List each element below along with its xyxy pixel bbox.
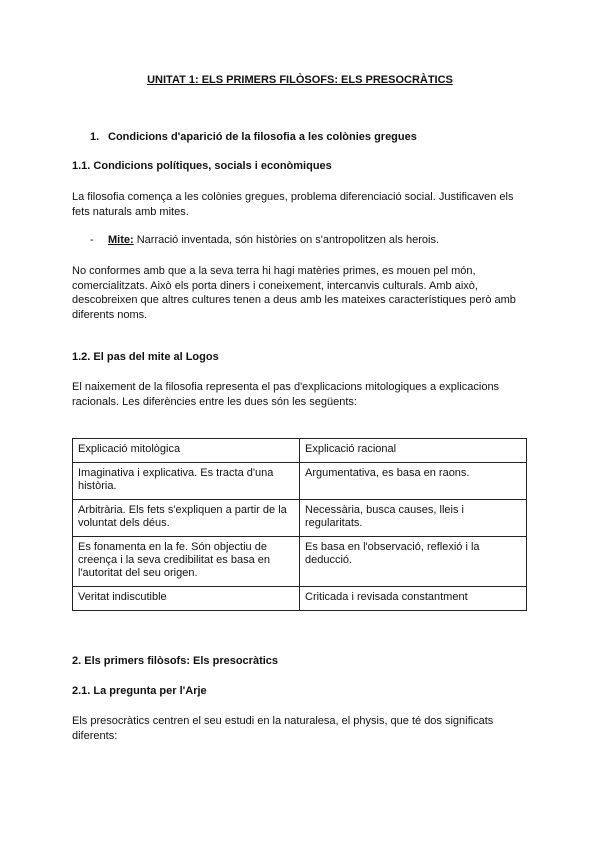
table-cell: Veritat indiscutible	[73, 587, 300, 611]
section-2-heading: 2. Els primers filòsofs: Els presocràtics	[72, 655, 279, 667]
text-line: racionals. Les diferències entre les dues són les següents:	[72, 395, 357, 408]
table-row	[73, 537, 527, 587]
text-line: diferents:	[72, 729, 118, 742]
comparison-table	[72, 438, 527, 611]
table-cell: Arbitrària. Els fets s'expliquen a partir de la voluntat dels déus.	[73, 500, 300, 537]
table-row	[73, 463, 527, 500]
table-cell: Argumentativa, es basa en raons.	[300, 463, 527, 500]
bullet-definition: Narració inventada, són històries on s'antropolitzen als herois.	[133, 234, 440, 246]
bullet-item-mite	[108, 234, 538, 246]
paragraph-1-1-commerce	[72, 264, 532, 322]
subsection-1-2-heading: 1.2. El pas del mite al Logos	[72, 351, 219, 363]
text-line: La filosofia comença a les colònies gregues, problema diferenciació social. Justificaven els	[72, 191, 514, 203]
table-cell: Necessària, busca causes, lleis i regularitats.	[300, 500, 527, 537]
table-row	[73, 500, 527, 537]
text-line: El naixement de la filosofia representa el pas d'explicacions mitologiques a explicacions	[72, 381, 500, 393]
subsection-1-1-heading: 1.1. Condicions polítiques, socials i econòmiques	[72, 160, 332, 172]
document-title: UNITAT 1: ELS PRIMERS FILÒSOFS: ELS PRESOCRÀTICS	[147, 74, 453, 86]
bullet-dash: -	[90, 234, 94, 246]
paragraph-1-1-intro	[72, 190, 532, 219]
table-row	[73, 587, 527, 611]
table-header-cell: Explicació racional	[300, 439, 527, 463]
table-cell: Criticada i revisada constantment	[300, 587, 527, 611]
text-line: diferents noms.	[72, 308, 148, 321]
text-line: Els presocràtics centren el seu estudi en la naturalesa, el physis, que té dos significats	[72, 715, 494, 727]
bullet-term: Mite:	[108, 234, 134, 246]
table-cell: Es basa en l'observació, reflexió i la deducció.	[300, 537, 527, 587]
text-line: comercialitzats. Això els porta diners i coneixement, intercanvis culturals. Amb això,	[72, 279, 478, 292]
text-line: No conformes amb que a la seva terra hi hagi matèries primes, es mouen pel món,	[72, 265, 476, 277]
table-cell: Es fonamenta en la fe. Són objectiu de creença i la seva credibilitat es basa en l'autoritat del seu origen.	[73, 537, 300, 587]
table-header-row	[73, 439, 527, 463]
subsection-2-1-heading: 2.1. La pregunta per l'Arje	[72, 685, 207, 697]
paragraph-1-2-intro	[72, 380, 532, 409]
table-header-cell: Explicació mitològica	[73, 439, 300, 463]
section-1-number: 1.	[90, 131, 100, 143]
section-1-heading: Condicions d'aparició de la filosofia a les colònies gregues	[108, 131, 417, 143]
text-line: descobreixen que altres cultures tenen a deus amb les mateixes característiques però amb	[72, 294, 516, 306]
paragraph-2-1-intro	[72, 714, 532, 743]
table-cell: Imaginativa i explicativa. Es tracta d'una història.	[73, 463, 300, 500]
text-line: fets naturals amb mites.	[72, 205, 189, 218]
